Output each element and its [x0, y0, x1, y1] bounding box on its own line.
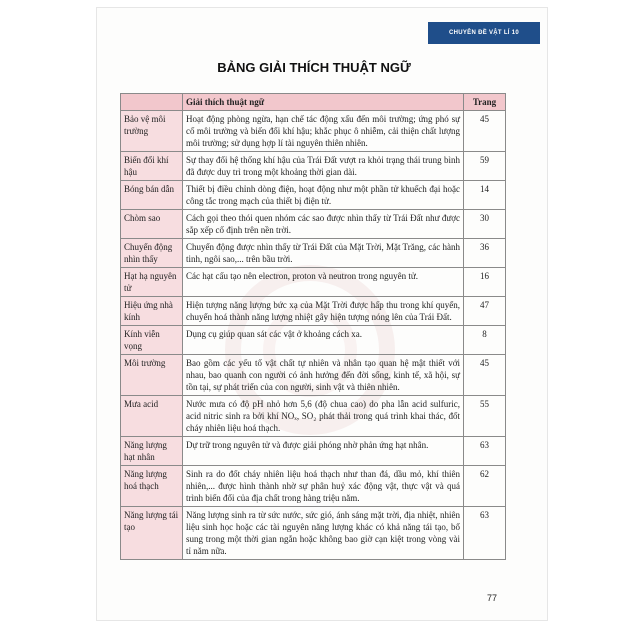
header-term	[121, 94, 183, 111]
definition-cell: Sự thay đổi hệ thống khí hậu của Trái Đất vượt ra khỏi trạng thái trung bình đã được duy trì trong một khoảng thời gian dài.	[183, 152, 464, 181]
page-cell: 62	[464, 466, 506, 507]
page-cell: 36	[464, 239, 506, 268]
table-row	[121, 507, 506, 560]
term-cell: Kính viễn vọng	[121, 326, 183, 355]
page-cell: 47	[464, 297, 506, 326]
term-cell: Mưa acid	[121, 396, 183, 437]
definition-cell: Bao gồm các yếu tố vật chất tự nhiên và nhân tạo quan hệ mật thiết với nhau, bao quanh con người có ảnh hưởng đến đời sống, kinh tế, xã hội, sự tồn tại, sự phát triển của con người, sinh vật và thiên nhiên.	[183, 355, 464, 396]
table-row	[121, 355, 506, 396]
page-cell: 63	[464, 437, 506, 466]
page-cell: 8	[464, 326, 506, 355]
table-row	[121, 152, 506, 181]
definition-cell: Năng lượng sinh ra từ sức nước, sức gió, ánh sáng mặt trời, địa nhiệt, nhiên liệu sinh học hoặc các tài nguyên năng lượng khác có khả năng tái tạo, bổ sung trong một thời gian ngắn hoặc không bao giờ cạn kiệt trong vòng vài tỉ năm nữa.	[183, 507, 464, 560]
definition-cell: Chuyển động được nhìn thấy từ Trái Đất của Mặt Trời, Mặt Trăng, các hành tinh, ngôi sao,... trên bầu trời.	[183, 239, 464, 268]
table-row	[121, 111, 506, 152]
table-row	[121, 239, 506, 268]
page-number: 77	[487, 593, 498, 603]
definition-cell: Hoạt động phòng ngừa, hạn chế tác động xấu đến môi trường; ứng phó sự cố môi trường và biến đổi khí hậu; khắc phục ô nhiễm, cải thiện chất lượng môi trường; sử dụng hợp lí tài nguyên thiên nhiên.	[183, 111, 464, 152]
term-cell: Chòm sao	[121, 210, 183, 239]
term-cell: Năng lượng tái tạo	[121, 507, 183, 560]
term-cell: Bảo vệ môi trường	[121, 111, 183, 152]
table-row	[121, 437, 506, 466]
table-row	[121, 326, 506, 355]
glossary-header-row	[121, 94, 506, 111]
page-cell: 45	[464, 355, 506, 396]
definition-cell: Thiết bị điều chỉnh dòng điện, hoạt động như một phần tử khuếch đại hoặc công tắc trong mạch của thiết bị điện tử.	[183, 181, 464, 210]
header-page: Trang	[464, 94, 506, 111]
term-cell: Hạt hạ nguyên tử	[121, 268, 183, 297]
page-cell: 45	[464, 111, 506, 152]
glossary-table	[120, 93, 506, 560]
page-cell: 14	[464, 181, 506, 210]
definition-cell: Nước mưa có độ pH nhỏ hơn 5,6 (độ chua cao) do pha lẫn acid sulfuric, acid nitric sinh ra bởi khí NOₓ, SO₂ phát thải trong quá trình khai thác, đốt cháy nhiên liệu hoá thạch.	[183, 396, 464, 437]
table-row	[121, 210, 506, 239]
term-cell: Năng lượng hoá thạch	[121, 466, 183, 507]
table-row	[121, 181, 506, 210]
chapter-header-band: CHUYÊN ĐỀ VẬT LÍ 10	[428, 22, 540, 44]
table-row	[121, 466, 506, 507]
term-cell: Chuyển động nhìn thấy	[121, 239, 183, 268]
term-cell: Bóng bán dẫn	[121, 181, 183, 210]
page-cell: 16	[464, 268, 506, 297]
term-cell: Năng lượng hạt nhân	[121, 437, 183, 466]
table-row	[121, 297, 506, 326]
definition-cell: Các hạt cấu tạo nên electron, proton và neutron trong nguyên tử.	[183, 268, 464, 297]
term-cell: Biến đổi khí hậu	[121, 152, 183, 181]
term-cell: Môi trường	[121, 355, 183, 396]
table-row	[121, 268, 506, 297]
table-row	[121, 396, 506, 437]
definition-cell: Dụng cụ giúp quan sát các vật ở khoảng cách xa.	[183, 326, 464, 355]
page-title: BẢNG GIẢI THÍCH THUẬT NGỮ	[217, 60, 411, 75]
page-cell: 30	[464, 210, 506, 239]
definition-cell: Hiện tượng năng lượng bức xạ của Mặt Trời được hấp thu trong khí quyển, chuyển hoá thành năng lượng nhiệt gây hiện tượng nóng lên của Trái Đất.	[183, 297, 464, 326]
header-definition: Giải thích thuật ngữ	[183, 94, 464, 111]
page-cell: 63	[464, 507, 506, 560]
page-cell: 59	[464, 152, 506, 181]
page-cell: 55	[464, 396, 506, 437]
definition-cell: Sinh ra do đốt cháy nhiên liệu hoá thạch như than đá, dầu mỏ, khí thiên nhiên,... được hình thành nhờ sự phân huỷ xác động vật, thực vật và quá trình biến đổi của địa chất trong hàng triệu năm.	[183, 466, 464, 507]
definition-cell: Cách gọi theo thói quen nhóm các sao được nhìn thấy từ Trái Đất như được sắp xếp cố định trên nền trời.	[183, 210, 464, 239]
term-cell: Hiệu ứng nhà kính	[121, 297, 183, 326]
definition-cell: Dự trữ trong nguyên tử và được giải phóng nhờ phản ứng hạt nhân.	[183, 437, 464, 466]
